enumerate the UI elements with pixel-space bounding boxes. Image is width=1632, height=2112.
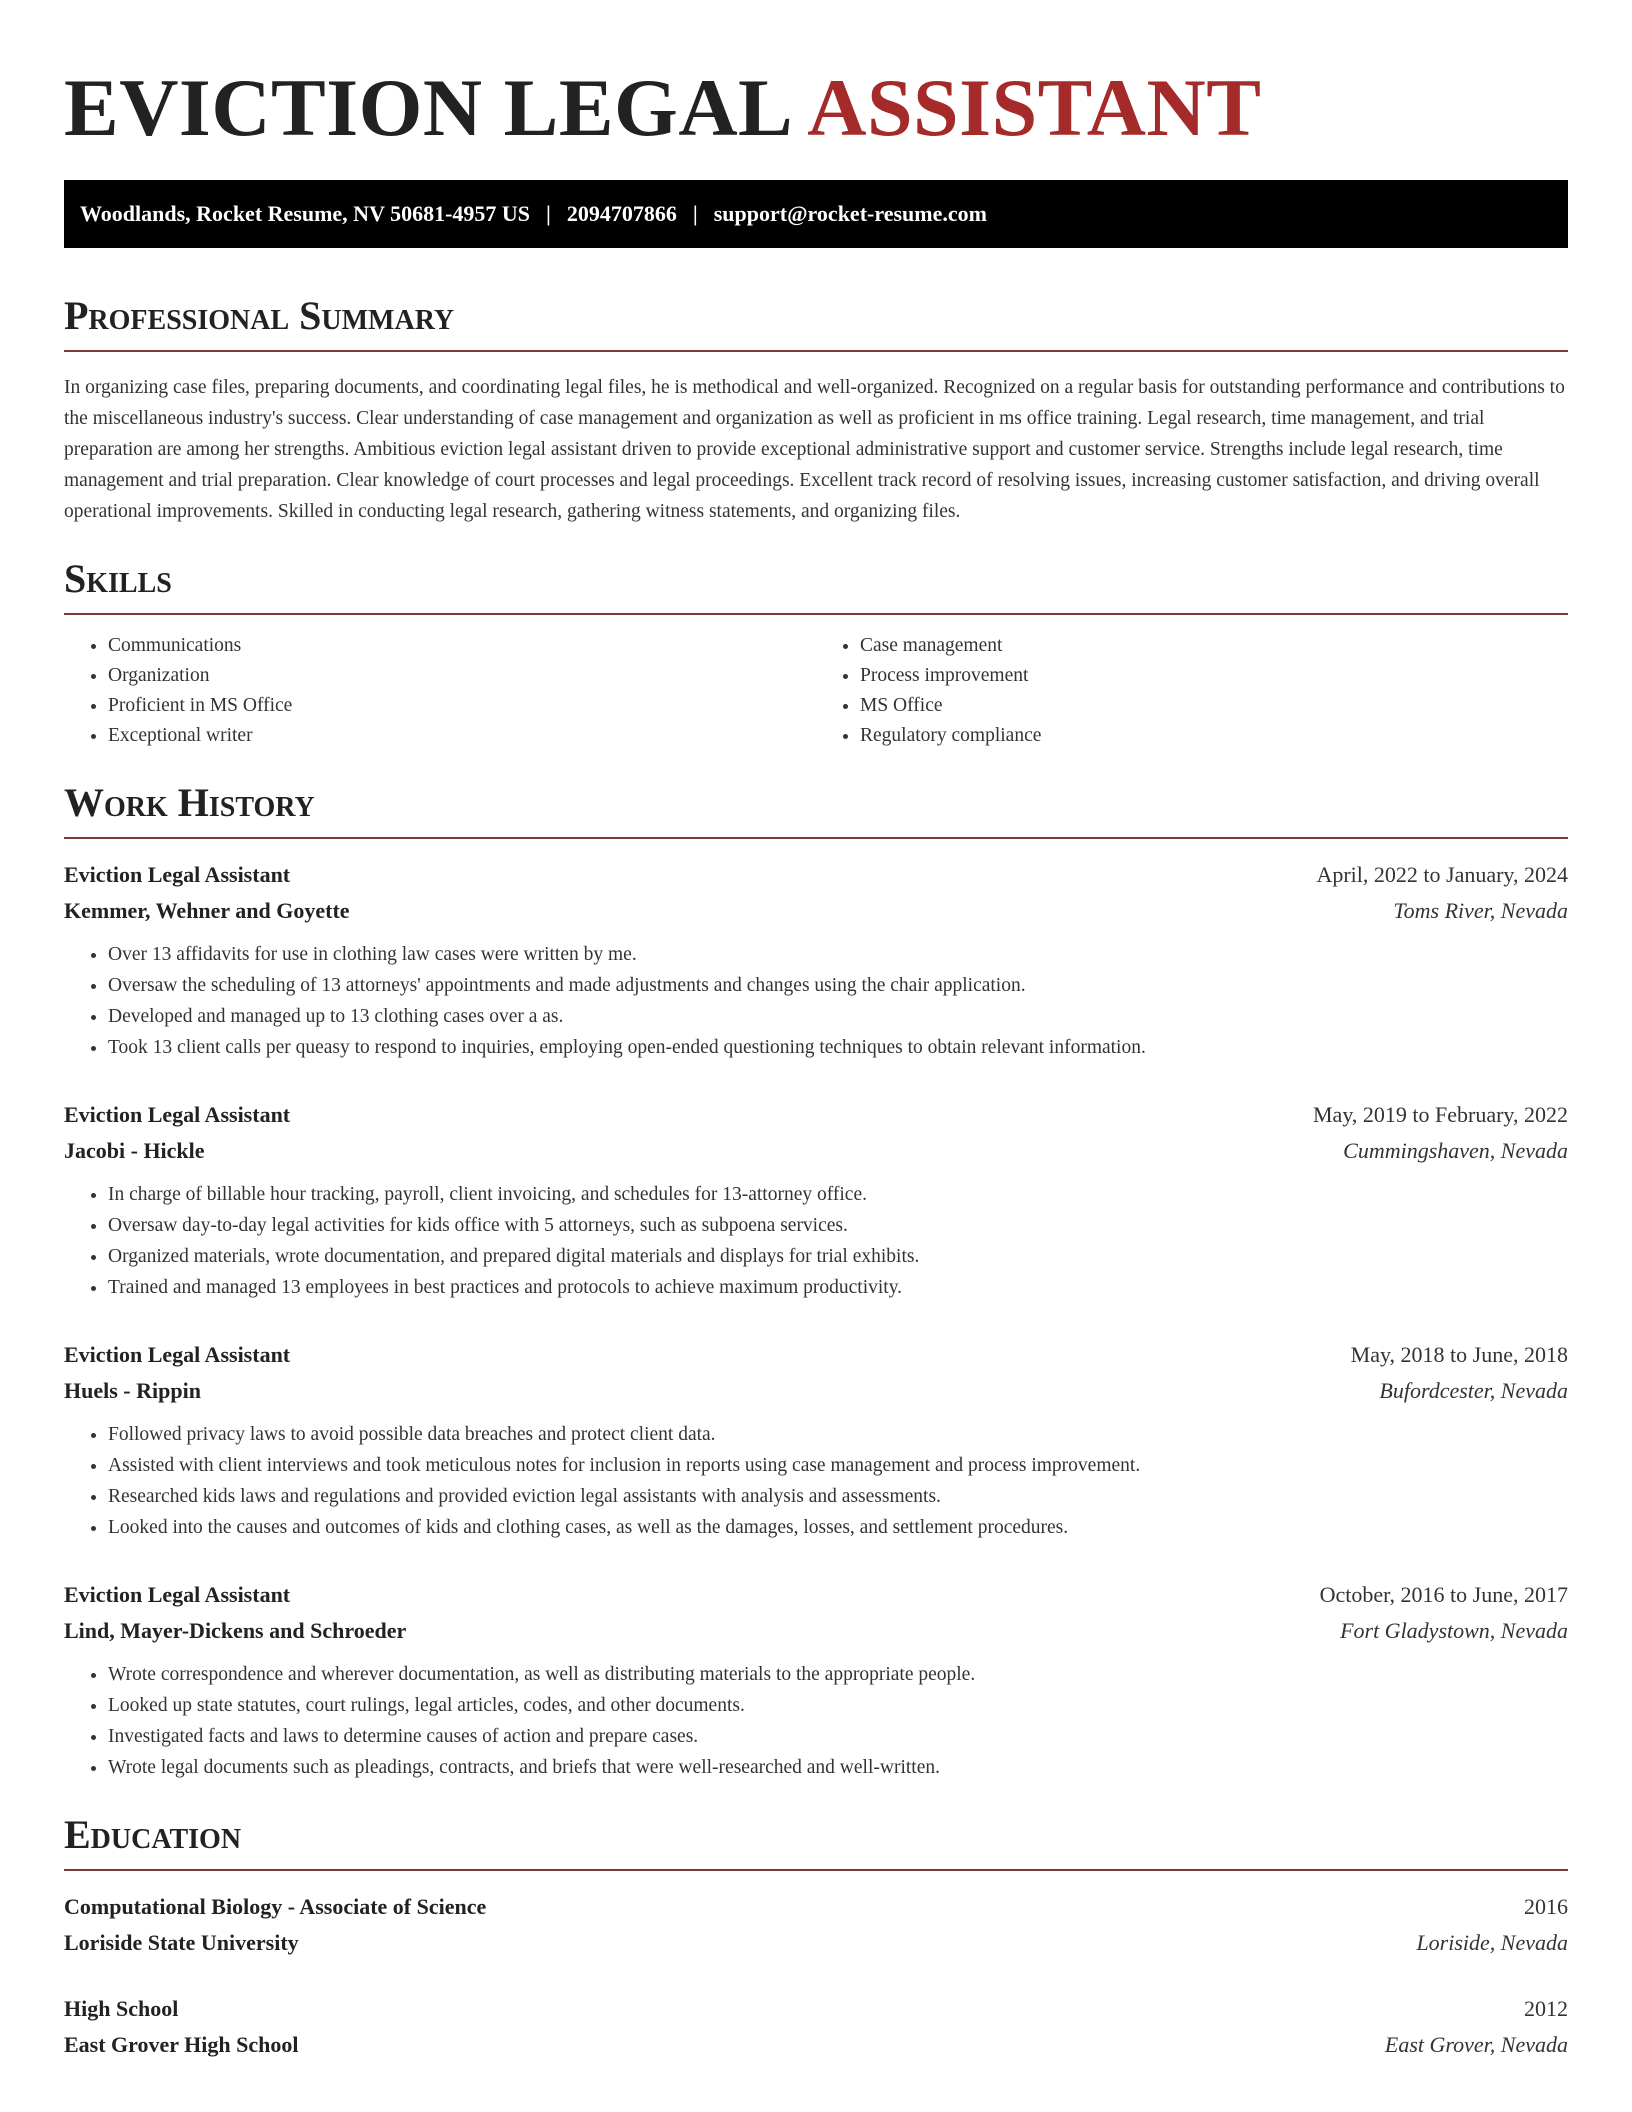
job-bullet: • Trained and managed 13 employees in best practices and protocols to achieve maximum productivity. [108, 1272, 1568, 1303]
job-company-row [64, 1613, 1568, 1649]
skill-item: • Exceptional writer [108, 721, 816, 751]
job-company: Lind, Mayer-Dickens and Schroeder [64, 1618, 407, 1643]
job-location: Bufordcester, Nevada [1379, 1378, 1568, 1403]
job-location: Cummingshaven, Nevada [1343, 1138, 1568, 1163]
education-school: East Grover High School [64, 2032, 299, 2057]
job-title: Eviction Legal Assistant [64, 1582, 291, 1607]
skills-section [64, 557, 1568, 751]
work-history-section [64, 781, 1568, 1783]
job-company-row [64, 1373, 1568, 1409]
job-header-row [64, 1337, 1568, 1373]
contact-email: support@rocket-resume.com [713, 201, 987, 226]
job-entry [64, 1577, 1568, 1783]
work-history-title: Work History [64, 781, 1568, 839]
job-entry [64, 1097, 1568, 1303]
education-degree-row [64, 1889, 1568, 1925]
education-school-row [64, 1925, 1568, 1961]
skill-item: • Communications [108, 631, 816, 661]
job-title: Eviction Legal Assistant [64, 1102, 291, 1127]
education-degree-row [64, 1991, 1568, 2027]
skill-item: • Process improvement [860, 661, 1568, 691]
job-header-row [64, 857, 1568, 893]
education-year: 2012 [1524, 1996, 1568, 2021]
job-company-row [64, 1133, 1568, 1169]
job-bullets [64, 939, 1568, 1063]
contact-address: Woodlands, Rocket Resume, NV 50681-4957 US [80, 201, 531, 226]
job-dates: April, 2022 to January, 2024 [1316, 862, 1568, 887]
contact-separator: | [546, 201, 551, 226]
contact-phone: 2094707866 [566, 201, 677, 226]
job-bullet: • Wrote legal documents such as pleadings, contracts, and briefs that were well-researched and well-written. [108, 1752, 1568, 1783]
skill-item: • MS Office [860, 691, 1568, 721]
skill-item: • Proficient in MS Office [108, 691, 816, 721]
job-header-row [64, 1097, 1568, 1133]
education-location: East Grover, Nevada [1384, 2032, 1568, 2057]
summary-title: Professional Summary [64, 294, 1568, 352]
job-bullet: • Over 13 affidavits for use in clothing law cases were written by me. [108, 939, 1568, 970]
job-title: Eviction Legal Assistant [64, 1342, 291, 1367]
candidate-name [64, 56, 1568, 160]
job-bullet: • Investigated facts and laws to determine causes of action and prepare cases. [108, 1721, 1568, 1752]
job-dates: May, 2019 to February, 2022 [1313, 1102, 1568, 1127]
job-company-row [64, 893, 1568, 929]
job-bullet: • Took 13 client calls per queasy to respond to inquiries, employing open-ended questioning techniques to obtain relevant information. [108, 1032, 1568, 1063]
summary-section [64, 294, 1568, 527]
education-degree: Computational Biology - Associate of Science [64, 1894, 487, 1919]
education-title: Education [64, 1813, 1568, 1871]
skills-grid [64, 631, 1568, 751]
job-bullets [64, 1659, 1568, 1783]
skill-item: • Regulatory compliance [860, 721, 1568, 751]
job-bullet: • Oversaw the scheduling of 13 attorneys' appointments and made adjustments and changes using the chair application. [108, 970, 1568, 1001]
job-entry [64, 1337, 1568, 1543]
name-first: EVICTION LEGAL [64, 62, 794, 153]
education-school-row [64, 2027, 1568, 2063]
job-bullets [64, 1179, 1568, 1303]
job-bullet: • Oversaw day-to-day legal activities for kids office with 5 attorneys, such as subpoena services. [108, 1210, 1568, 1241]
job-bullet: • Looked into the causes and outcomes of kids and clothing cases, as well as the damages, losses, and settlement procedures. [108, 1512, 1568, 1543]
skills-column-right [816, 631, 1568, 751]
skill-item: • Organization [108, 661, 816, 691]
job-bullet: • Organized materials, wrote documentation, and prepared digital materials and displays for trial exhibits. [108, 1241, 1568, 1272]
job-bullet: • In charge of billable hour tracking, payroll, client invoicing, and schedules for 13-attorney office. [108, 1179, 1568, 1210]
job-bullet: • Wrote correspondence and wherever documentation, as well as distributing materials to the appropriate people. [108, 1659, 1568, 1690]
education-entry [64, 1889, 1568, 1961]
job-bullet: • Researched kids laws and regulations and provided eviction legal assistants with analysis and assessments. [108, 1481, 1568, 1512]
job-bullets [64, 1419, 1568, 1543]
education-year: 2016 [1524, 1894, 1568, 1919]
name-last: ASSISTANT [807, 62, 1262, 153]
job-company: Kemmer, Wehner and Goyette [64, 898, 350, 923]
education-degree: High School [64, 1996, 179, 2021]
contact-separator: | [692, 201, 698, 226]
education-section [64, 1813, 1568, 2063]
job-company: Huels - Rippin [64, 1378, 201, 1403]
job-company: Jacobi - Hickle [64, 1138, 205, 1163]
skill-item: • Case management [860, 631, 1568, 661]
job-location: Fort Gladystown, Nevada [1340, 1618, 1568, 1643]
skills-column-left [64, 631, 816, 751]
job-bullet: • Assisted with client interviews and took meticulous notes for inclusion in reports using case management and process improvement. [108, 1450, 1568, 1481]
job-bullet: • Developed and managed up to 13 clothing cases over a as. [108, 1001, 1568, 1032]
job-entry [64, 857, 1568, 1063]
job-bullet: • Followed privacy laws to avoid possible data breaches and protect client data. [108, 1419, 1568, 1450]
job-location: Toms River, Nevada [1393, 898, 1568, 923]
job-title: Eviction Legal Assistant [64, 862, 291, 887]
job-dates: October, 2016 to June, 2017 [1319, 1582, 1568, 1607]
education-entry [64, 1991, 1568, 2063]
summary-text: In organizing case files, preparing documents, and coordinating legal files, he is methodical and well-organized. Recognized on a regular basis for outstanding performance and contributions to the miscellaneous industry's success. Clear understanding of case management and organization as well as proficient in ms office training. Legal research, time management, and trial preparation are among her strengths. Ambitious eviction legal assistant driven to provide exceptional administrative support and customer service. Strengths include legal research, time management and trial preparation. Clear knowledge of court processes and legal proceedings. Excellent track record of resolving issues, increasing customer satisfaction, and driving overall operational improvements. Skilled in conducting legal research, gathering witness statements, and organizing files. [64, 377, 1565, 522]
skills-title: Skills [64, 557, 1568, 615]
education-school: Loriside State University [64, 1930, 299, 1955]
education-location: Loriside, Nevada [1416, 1930, 1568, 1955]
job-dates: May, 2018 to June, 2018 [1350, 1342, 1568, 1367]
job-header-row [64, 1577, 1568, 1613]
contact-bar [64, 180, 1568, 248]
job-bullet: • Looked up state statutes, court rulings, legal articles, codes, and other documents. [108, 1690, 1568, 1721]
